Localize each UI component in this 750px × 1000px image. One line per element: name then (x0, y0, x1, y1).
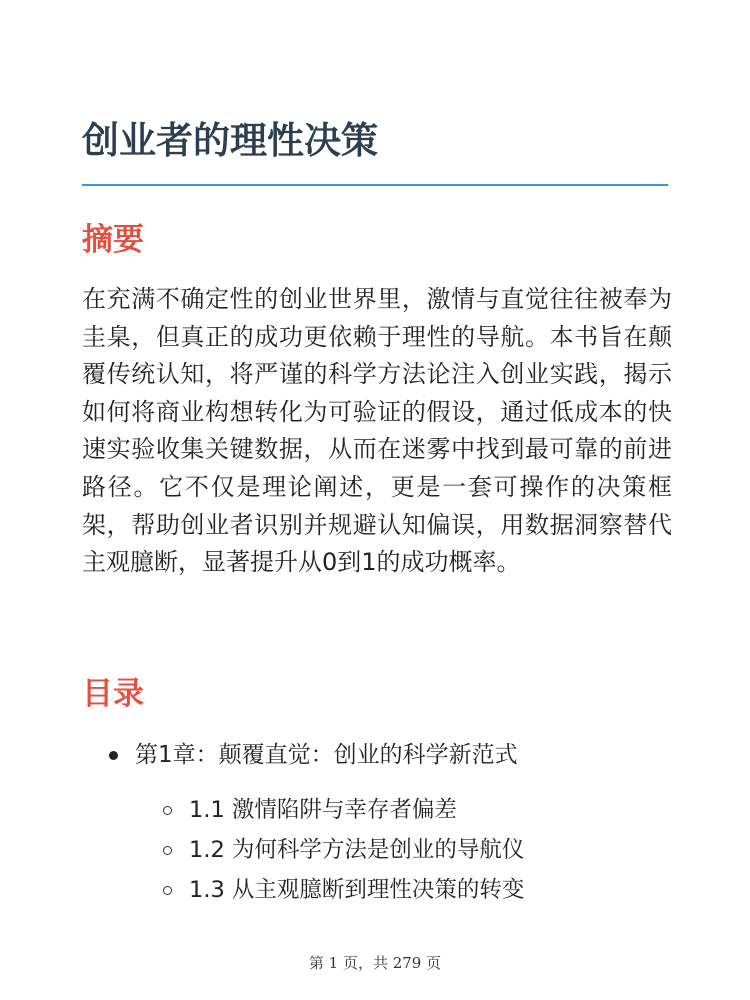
bullet-circle-icon (163, 846, 172, 855)
toc-chapter-item (82, 735, 668, 910)
bullet-circle-icon (163, 806, 172, 815)
toc-section-label: 1.1 激情陷阱与幸存者偏差 (189, 797, 457, 823)
toc-section-label: 1.2 为何科学方法是创业的导航仪 (189, 837, 525, 863)
page-number-footer: 第 1 页，共 279 页 (308, 954, 442, 972)
title-divider (82, 184, 668, 186)
abstract-paragraph: 在充满不确定性的创业世界里，激情与直觉往往被奉为圭臬，但真正的成功更依赖于理性的导航。本书旨在颠覆传统认知，将严谨的科学方法论注入创业实践，揭示如何将商业构想转化为可验证的假设，通过低成本的快速实验收集关键数据，从而在迷雾中找到最可靠的前进路径。它不仅是理论阐述，更是一套可操作的决策框架，帮助创业者识别并规避认知偏误，用数据洞察替代主观臆断，显著提升从0到1的成功概率。 (82, 285, 672, 577)
toc-section-list (135, 790, 668, 910)
toc-heading: 目录 (82, 676, 144, 712)
toc-section-item (82, 870, 668, 910)
toc-chapter-label: 第1章：颠覆直觉：创业的科学新范式 (135, 742, 518, 768)
bullet-disc-icon (109, 751, 118, 760)
toc-section-item (82, 790, 668, 830)
toc-section-label: 1.3 从主观臆断到理性决策的转变 (189, 877, 525, 903)
toc-list (82, 735, 668, 910)
toc-section-item (82, 830, 668, 870)
document-title: 创业者的理性决策 (82, 119, 378, 162)
bullet-circle-icon (163, 886, 172, 895)
abstract-heading: 摘要 (82, 222, 144, 258)
